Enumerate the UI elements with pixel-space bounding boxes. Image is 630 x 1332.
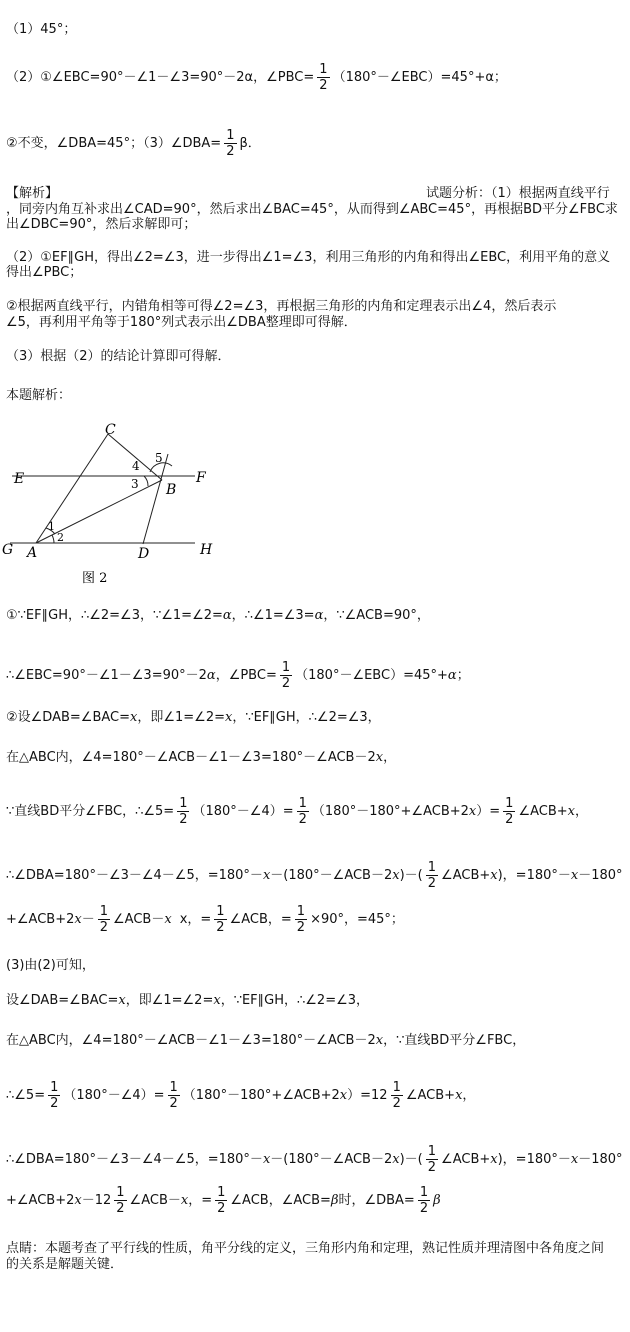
solution-line-5: ∵直线BD平分∠FBC，∴∠5= $\frac{1}{2}$ （180°－∠4）= $\frac{1}{2}$ （180°－180°+∠ACB+2x）= $\frac{1}{2}$ ∠ACB+x， [6,796,589,827]
answer-2 [6,62,507,93]
label-angle-5: 5 [155,451,163,465]
analysis-p1-line2: 出∠DBC=90°，然后求解即可； [6,217,197,232]
solution-line-7: +∠ACB+2x－ $\frac{1}{2}$ ∠ACB－x x，= $\frac{1}{2}$ ∠ACB，= $\frac{1}{2}$ ×90°，=45°； [6,904,404,935]
label-g: G [2,542,14,558]
solution-line-9: 设∠DAB=∠BAC=x，即∠1=∠2=x，∵EF∥GH，∴∠2=∠3， [6,993,370,1008]
answer-3 [6,128,261,159]
solution-line-13: +∠ACB+2x－12 $\frac{1}{2}$ ∠ACB－x，= $\frac{1}{2}$ ∠ACB，∠ACB=β时，∠DBA= $\frac{1}{2}$ β [6,1185,441,1216]
label-d: D [138,546,150,562]
solution-line-11: ∴∠5= $\frac{1}{2}$ （180°－∠4）= $\frac{1}{2}$ （180°－180°+∠ACB+2x）=12 $\frac{1}{2}$ ∠ACB+x， [6,1080,476,1111]
label-f: F [196,470,206,486]
fraction-half: $\frac{1}{2}$ [226,128,235,159]
angle-arc-2 [52,535,54,543]
geometry-figure [0,420,240,590]
analysis-label: 【解析】 [6,186,59,201]
analysis-p2-line2: 得出∠PBC； [6,265,83,280]
figure-caption: 图 2 [82,571,108,586]
analysis-p4: （3）根据（2）的结论计算即可得解． [6,349,231,364]
analysis-p5: 本题解析： [6,388,72,403]
analysis-p2-line1: （2）①EF∥GH，得出∠2=∠3，进一步得出∠1=∠3，利用三角形的内角和得出∠EBC，利用平角的意义 [6,250,611,265]
answer-2-text: （2）①∠EBC=90°－∠1－∠3=90°－2α，∠PBC= [6,70,315,85]
answer-3-text-b: β． [239,136,261,151]
answer-3-text: ②不变，∠DBA=45°；（3）∠DBA= [6,136,222,151]
answer-1: （1）45°； [6,22,77,37]
label-c: C [105,422,116,438]
angle-arc-3 [144,476,148,486]
label-angle-2: 2 [57,531,64,544]
solution-line-4: 在△ABC内，∠4=180°－∠ACB－∠1－∠3=180°－∠ACB－2x， [6,750,397,765]
solution-line-1: ①∵EF∥GH，∴∠2=∠3，∵∠1=∠2=α，∴∠1=∠3=α，∵∠ACB=90°， [6,608,430,623]
solution-line-3: ②设∠DAB=∠BAC=x，即∠1=∠2=x，∵EF∥GH，∴∠2=∠3， [6,710,381,725]
label-a: A [27,545,38,561]
label-b: B [166,482,177,498]
comment-line-1: 点睛：本题考查了平行线的性质，角平分线的定义，三角形内角和定理，熟记性质并理清图中各角度之间 [6,1241,605,1256]
label-angle-4: 4 [132,459,140,473]
segment-cb [108,434,162,480]
solution-line-6: ∴∠DBA=180°－∠3－∠4－∠5，=180°－x－(180°－∠ACB－2x)－( $\frac{1}{2}$ ∠ACB+x)，=180°－x－180° [6,860,623,891]
label-h: H [200,542,213,558]
analysis-p3-line2: ∠5，再利用平角等于180°列式表示出∠DBA整理即可得解． [6,315,357,330]
solution-line-2: ∴∠EBC=90°－∠1－∠3=90°－2α，∠PBC= $\frac{1}{2}$ （180°－∠EBC）=45°+α； [6,660,470,691]
solution-line-12: ∴∠DBA=180°－∠3－∠4－∠5，=180°－x－(180°－∠ACB－2x)－( $\frac{1}{2}$ ∠ACB+x)，=180°－x－180° [6,1144,623,1175]
analysis-header: 试题分析：（1）根据两直线平行 [426,186,610,201]
label-e: E [14,471,25,487]
label-angle-3: 3 [131,477,139,491]
solution-line-8: (3)由(2)可知， [6,958,95,973]
comment-line-2: 的关系是解题关键． [6,1257,124,1272]
solution-line-10: 在△ABC内，∠4=180°－∠ACB－∠1－∠3=180°－∠ACB－2x，∵直线BD平分∠FBC， [6,1033,526,1048]
answer-2-text-b: （180°－∠EBC）=45°+α； [332,70,507,85]
label-angle-1: 1 [48,520,55,533]
analysis-p3-line1: ②根据两直线平行，内错角相等可得∠2=∠3，再根据三角形的内角和定理表示出∠4，然后表示 [6,299,557,314]
segment-ac [36,434,108,543]
analysis-p1-line1: ，同旁内角互补求出∠CAD=90°，然后求出∠BAC=45°，从而得到∠ABC=45°，再根据BD平分∠FBC求 [6,202,618,217]
fraction-half: $\frac{1}{2}$ [319,62,328,93]
